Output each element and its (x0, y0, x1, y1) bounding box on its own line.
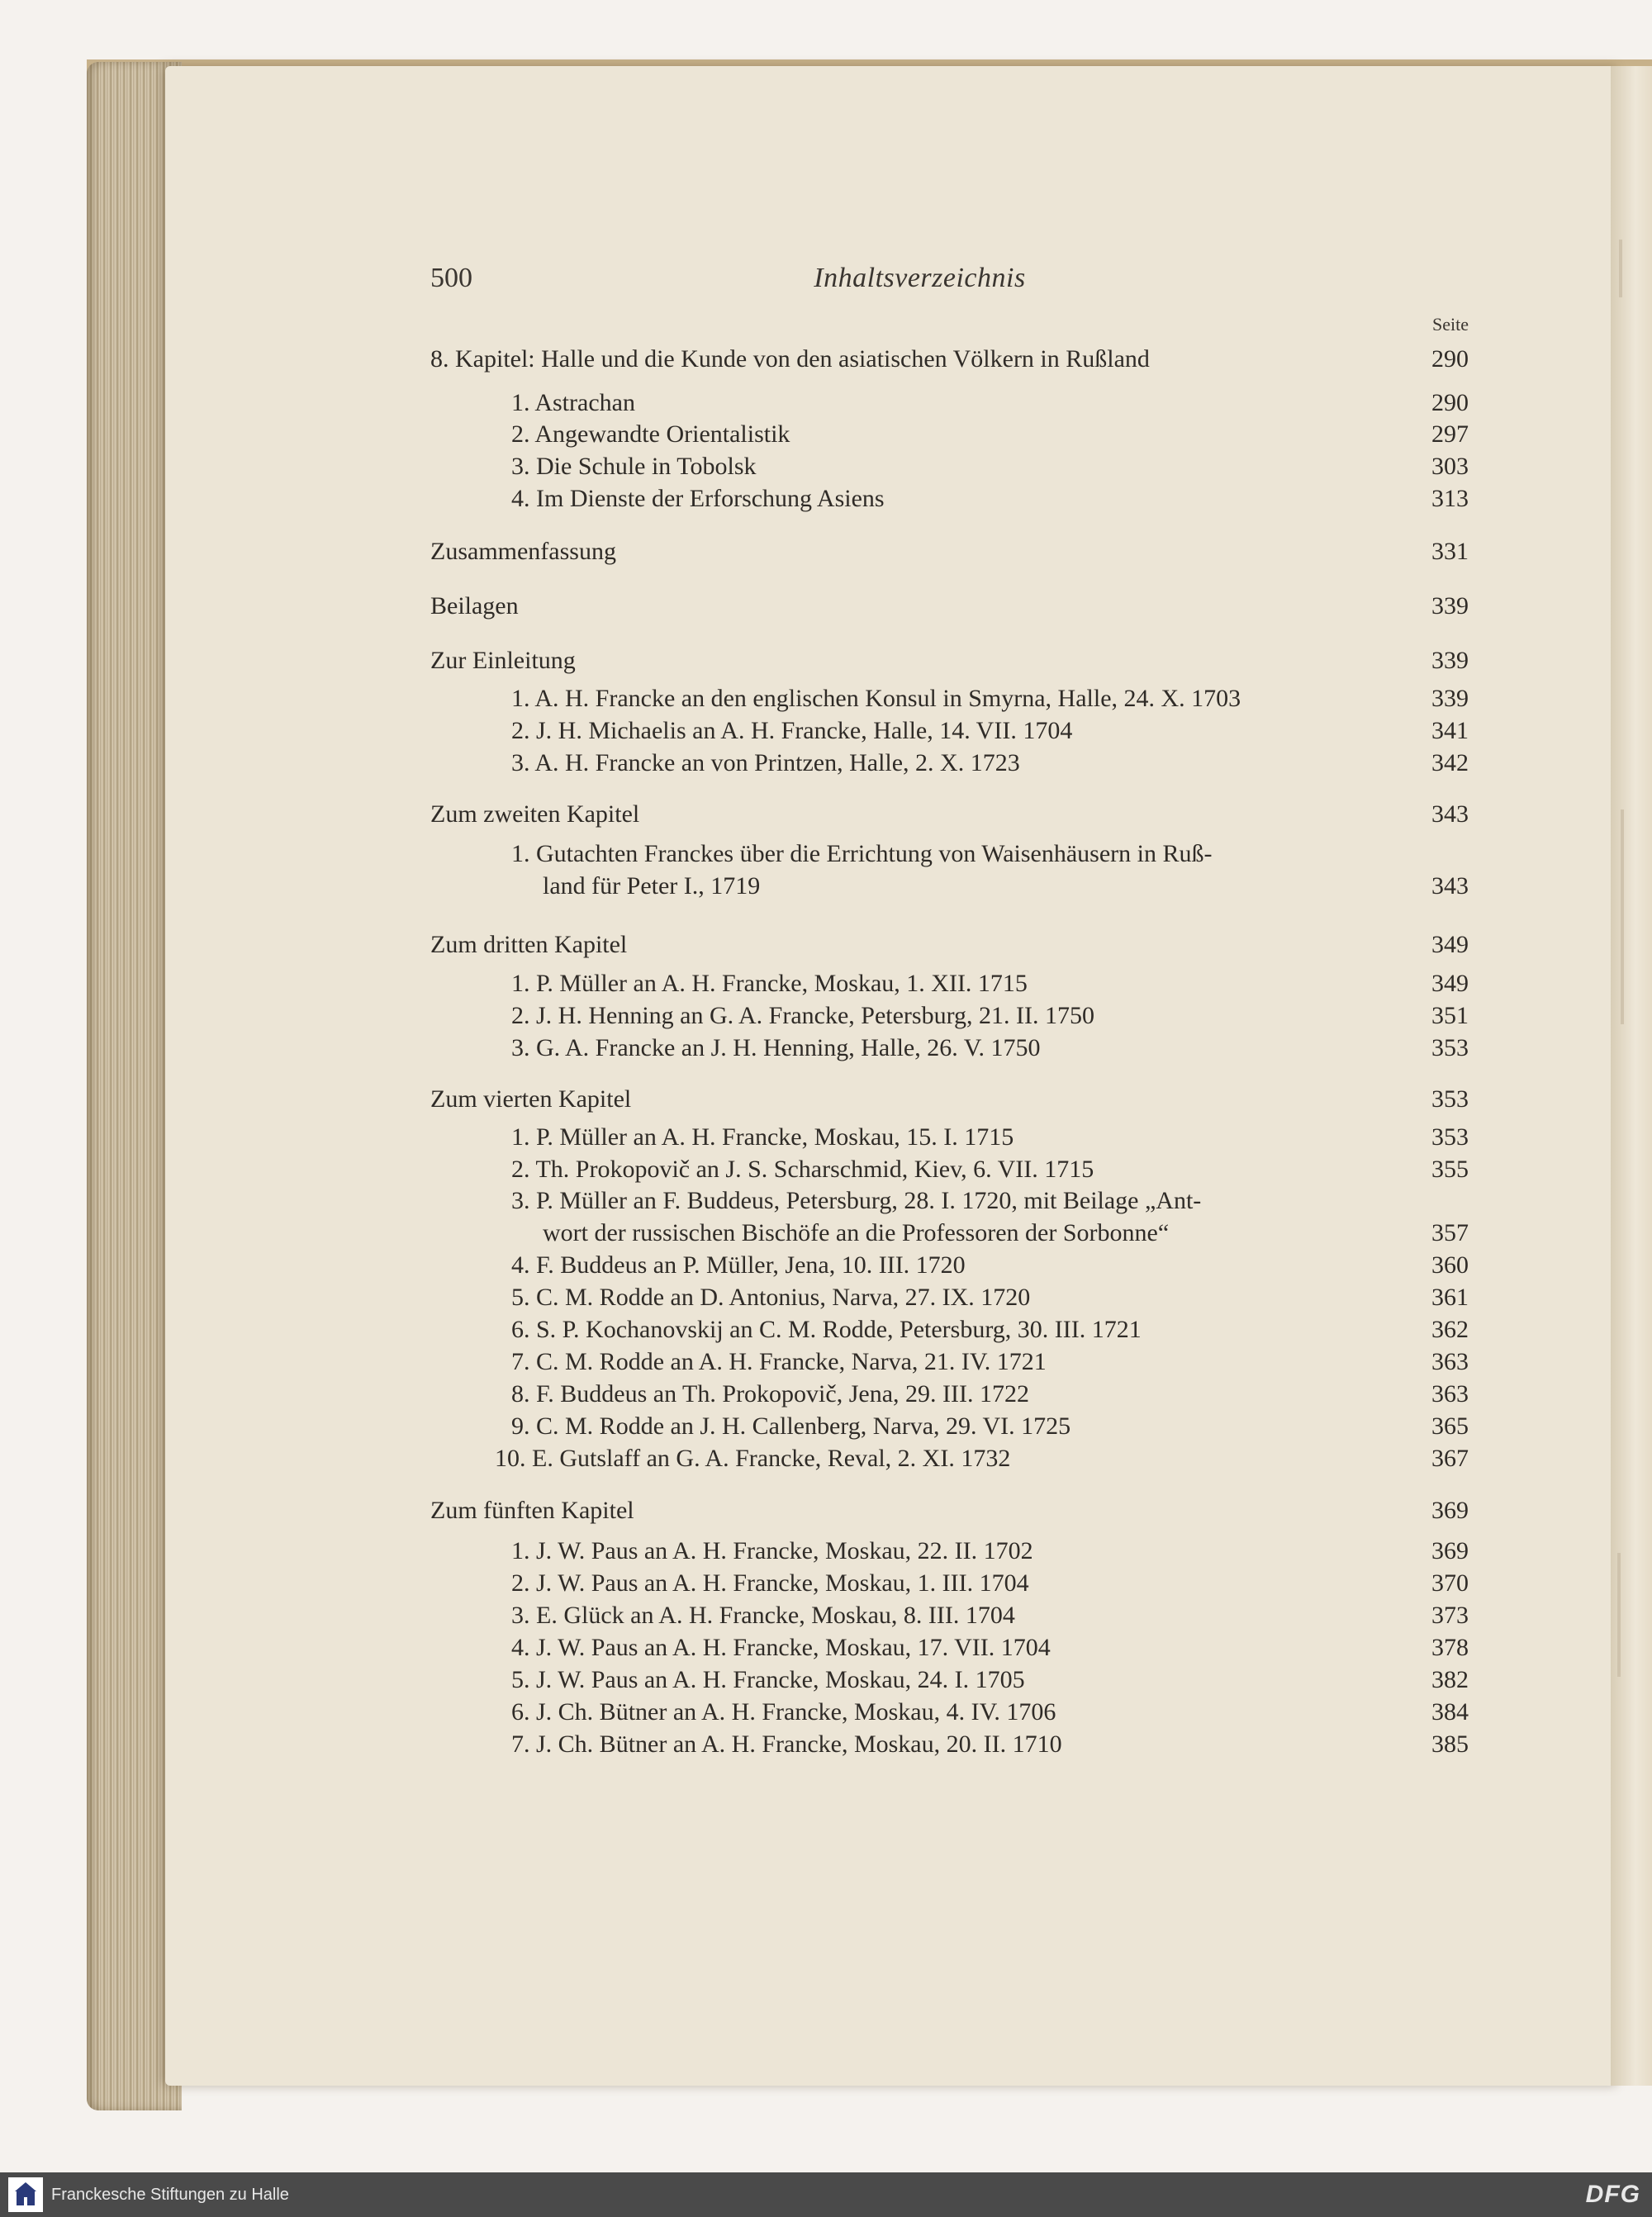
dot-leader (1041, 1378, 1394, 1411)
dot-leader (646, 1494, 1394, 1527)
toc-entry-title: 3. P. Müller an F. Buddeus, Petersburg, 28. I. 1720, mit Beilage „Ant- (511, 1187, 1202, 1214)
toc-page-number: 384 (1431, 1698, 1469, 1726)
toc-page-number: 385 (1431, 1730, 1469, 1758)
dot-leader (977, 1249, 1394, 1282)
toc-entry (430, 1153, 1469, 1186)
dot-leader (1058, 1346, 1394, 1379)
toc-entry-title: 1. A. H. Francke an den englischen Konsul in Smyrna, Halle, 24. X. 1703 (511, 685, 1241, 712)
dot-leader (1067, 1696, 1394, 1729)
toc-page-number: 363 (1431, 1348, 1469, 1375)
toc-entry (430, 999, 1469, 1033)
toc-entry (430, 1032, 1469, 1065)
toc-entry (430, 714, 1469, 748)
toc-page-number: 369 (1431, 1537, 1469, 1564)
toc-entry (430, 870, 1469, 903)
toc-page-number: 303 (1431, 453, 1469, 480)
toc-page-number: 353 (1431, 1123, 1469, 1151)
toc-page-number: 382 (1431, 1666, 1469, 1693)
dot-leader (1161, 343, 1394, 376)
toc-page-number: 349 (1431, 931, 1469, 958)
toc-entry-title: 3. G. A. Francke an J. H. Henning, Halle, 26. V. 1750 (511, 1034, 1041, 1061)
toc-page-number: 367 (1431, 1445, 1469, 1472)
toc-entry (430, 482, 1469, 515)
toc-entry (430, 798, 1469, 831)
toc-entry-title: 4. Im Dienste der Erforschung Asiens (511, 485, 885, 512)
toc-page-number: 331 (1431, 538, 1469, 565)
toc-entry (430, 928, 1469, 961)
toc-page-number: 349 (1431, 970, 1469, 997)
toc-page-number: 297 (1431, 420, 1469, 448)
toc-entry (430, 1728, 1469, 1761)
toc-entry (430, 535, 1469, 568)
toc-page-number: 378 (1431, 1634, 1469, 1661)
toc-entry-title: 2. J. W. Paus an A. H. Francke, Moskau, 1. III. 1704 (511, 1569, 1029, 1597)
toc-page-number: 361 (1431, 1284, 1469, 1311)
toc-entry-title: 2. Angewandte Orientalistik (511, 420, 790, 448)
toc-page-number: 339 (1431, 592, 1469, 620)
toc-entry-title: 1. Gutachten Franckes über die Errichtung von Waisenhäusern in Ruß- (511, 840, 1213, 867)
viewer-footer (0, 2172, 1652, 2217)
toc-page-number: 313 (1431, 485, 1469, 512)
toc-entry (430, 1664, 1469, 1697)
toc-entry-title: 1. J. W. Paus an A. H. Francke, Moskau, 22. II. 1702 (511, 1537, 1033, 1564)
toc-page-number: 353 (1431, 1034, 1469, 1061)
toc-page-number: 360 (1431, 1251, 1469, 1279)
toc-entry (430, 1281, 1469, 1314)
toc-page-number: 373 (1431, 1602, 1469, 1629)
toc-entry-title: Zum zweiten Kapitel (430, 800, 640, 828)
toc-page-number: 355 (1431, 1156, 1469, 1183)
binding-thread (1619, 240, 1622, 297)
toc-entry (430, 747, 1469, 780)
page-number: 500 (430, 263, 472, 293)
dot-leader (587, 644, 1394, 677)
toc-entry (430, 1631, 1469, 1664)
toc-page-number: 369 (1431, 1497, 1469, 1524)
toc-entry (430, 1249, 1469, 1282)
toc-entry (430, 1121, 1469, 1154)
toc-page-number: 365 (1431, 1412, 1469, 1440)
toc-entry-title: 8. F. Buddeus an Th. Prokopovič, Jena, 29. III. 1722 (511, 1380, 1029, 1408)
toc-entry (430, 1599, 1469, 1632)
toc-page-number: 290 (1431, 345, 1469, 373)
dot-leader (638, 928, 1394, 961)
institution-name: Franckesche Stiftungen zu Halle (51, 2186, 289, 2204)
toc-entry (430, 1442, 1469, 1475)
toc-entry-title: 7. C. M. Rodde an A. H. Francke, Narva, 21. IV. 1721 (511, 1348, 1047, 1375)
dot-leader (643, 1083, 1394, 1116)
toc-page-number: 342 (1431, 749, 1469, 776)
toc-page-number: 370 (1431, 1569, 1469, 1597)
dot-leader (1052, 1032, 1394, 1065)
toc-entry (430, 343, 1469, 376)
toc-page-number: 363 (1431, 1380, 1469, 1408)
toc-entry-title: 10. E. Gutslaff an G. A. Francke, Reval, 2. XI. 1732 (495, 1445, 1011, 1472)
toc-page-number: 343 (1431, 800, 1469, 828)
toc-entry (430, 1567, 1469, 1600)
toc-entry-title: 8. Kapitel: Halle und die Kunde von den asiatischen Völkern in Rußland (430, 345, 1150, 373)
toc-entry-title: 9. C. M. Rodde an J. H. Callenberg, Narva, 29. VI. 1725 (511, 1412, 1071, 1440)
toc-entry (430, 1535, 1469, 1568)
binding-thread (1617, 1553, 1621, 1677)
dot-leader (801, 418, 1394, 451)
toc-entry-title: 6. J. Ch. Bütner an A. H. Francke, Moskau, 4. IV. 1706 (511, 1698, 1056, 1726)
toc-entry-title: 3. E. Glück an A. H. Francke, Moskau, 8. III. 1704 (511, 1602, 1015, 1629)
dot-leader (530, 590, 1394, 623)
toc-page-number: 290 (1431, 389, 1469, 416)
dot-leader (1062, 1631, 1394, 1664)
toc-entry-title: Zusammenfassung (430, 538, 616, 565)
toc-entry (430, 1217, 1469, 1250)
toc-entry (430, 1184, 1469, 1218)
dot-leader (1153, 1313, 1394, 1346)
dot-leader (647, 387, 1394, 420)
toc-entry-title: Beilagen (430, 592, 519, 620)
dot-leader (1027, 1599, 1394, 1632)
binding-thread (1621, 809, 1624, 1024)
dot-leader (1045, 1535, 1394, 1568)
toc-entry-title: 5. J. W. Paus an A. H. Francke, Moskau, 24. I. 1705 (511, 1666, 1025, 1693)
toc-entry (430, 644, 1469, 677)
toc-entry (430, 1494, 1469, 1527)
page-column-label: Seite (1432, 314, 1469, 335)
toc-entry (430, 450, 1469, 483)
dot-leader (1022, 1442, 1394, 1475)
dot-leader (1025, 1121, 1394, 1154)
dot-leader (1074, 1728, 1394, 1761)
toc-page-number: 339 (1431, 647, 1469, 674)
toc-entry (430, 1378, 1469, 1411)
toc-page-number: 341 (1431, 717, 1469, 744)
toc-entry (430, 1083, 1469, 1116)
dot-leader (1032, 747, 1394, 780)
dot-leader (1042, 1281, 1394, 1314)
toc-page-number: 343 (1431, 872, 1469, 900)
toc-entry (430, 1696, 1469, 1729)
toc-entry-title: land für Peter I., 1719 (543, 872, 761, 900)
dot-leader (1082, 1410, 1394, 1443)
dot-leader (1041, 1567, 1394, 1600)
toc-page-number: 353 (1431, 1085, 1469, 1113)
dot-leader (896, 482, 1394, 515)
book-gutter (1611, 66, 1652, 2086)
toc-entry-title: 3. A. H. Francke an von Printzen, Halle, 2. X. 1723 (511, 749, 1020, 776)
toc-entry-title: Zum vierten Kapitel (430, 1085, 632, 1113)
toc-entry-title: 3. Die Schule in Tobolsk (511, 453, 757, 480)
running-title: Inhaltsverzeichnis (814, 263, 1026, 293)
table-of-contents (430, 0, 1469, 1817)
dot-leader (1039, 967, 1394, 1000)
toc-entry-title: 7. J. Ch. Bütner an A. H. Francke, Moskau, 20. II. 1710 (511, 1730, 1062, 1758)
toc-entry (430, 838, 1469, 871)
toc-entry-title: Zur Einleitung (430, 647, 576, 674)
dot-leader (1084, 714, 1394, 748)
toc-page-number: 351 (1431, 1002, 1469, 1029)
toc-page-number: 339 (1431, 685, 1469, 712)
dot-leader (1037, 1664, 1394, 1697)
dfg-logo: DFG (1585, 2181, 1640, 2208)
toc-entry-title: 6. S. P. Kochanovskij an C. M. Rodde, Petersburg, 30. III. 1721 (511, 1316, 1142, 1343)
toc-entry-title: 1. P. Müller an A. H. Francke, Moskau, 1. XII. 1715 (511, 970, 1028, 997)
toc-entry (430, 590, 1469, 623)
toc-entry-title: wort der russischen Bischöfe an die Professoren der Sorbonne“ (543, 1219, 1170, 1246)
dot-leader (1105, 1153, 1394, 1186)
dot-leader (628, 535, 1394, 568)
dot-leader (1252, 682, 1394, 715)
toc-entry-title: Zum dritten Kapitel (430, 931, 628, 958)
toc-entry-title: 4. J. W. Paus an A. H. Francke, Moskau, 17. VII. 1704 (511, 1634, 1051, 1661)
toc-page-number: 362 (1431, 1316, 1469, 1343)
toc-entry (430, 682, 1469, 715)
toc-entry (430, 1346, 1469, 1379)
toc-entry-title: 2. J. H. Michaelis an A. H. Francke, Halle, 14. VII. 1704 (511, 717, 1073, 744)
toc-entry-title: 4. F. Buddeus an P. Müller, Jena, 10. III. 1720 (511, 1251, 966, 1279)
dot-leader (1180, 1217, 1394, 1250)
toc-entry (430, 387, 1469, 420)
toc-entry (430, 1410, 1469, 1443)
toc-entry (430, 418, 1469, 451)
dot-leader (771, 870, 1394, 903)
toc-entry (430, 1313, 1469, 1346)
toc-entry-title: 2. Th. Prokopovič an J. S. Scharschmid, Kiev, 6. VII. 1715 (511, 1156, 1094, 1183)
dot-leader (768, 450, 1394, 483)
toc-page-number: 357 (1431, 1219, 1469, 1246)
toc-entry-title: Zum fünften Kapitel (430, 1497, 634, 1524)
toc-entry-title: 1. P. Müller an A. H. Francke, Moskau, 15. I. 1715 (511, 1123, 1014, 1151)
orphanage-emblem-icon (8, 2177, 43, 2212)
toc-entry-title: 1. Astrachan (511, 389, 635, 416)
dot-leader (1106, 999, 1394, 1033)
toc-entry (430, 967, 1469, 1000)
toc-entry-title: 5. C. M. Rodde an D. Antonius, Narva, 27. IX. 1720 (511, 1284, 1031, 1311)
dot-leader (651, 798, 1394, 831)
toc-entry-title: 2. J. H. Henning an G. A. Francke, Petersburg, 21. II. 1750 (511, 1002, 1095, 1029)
